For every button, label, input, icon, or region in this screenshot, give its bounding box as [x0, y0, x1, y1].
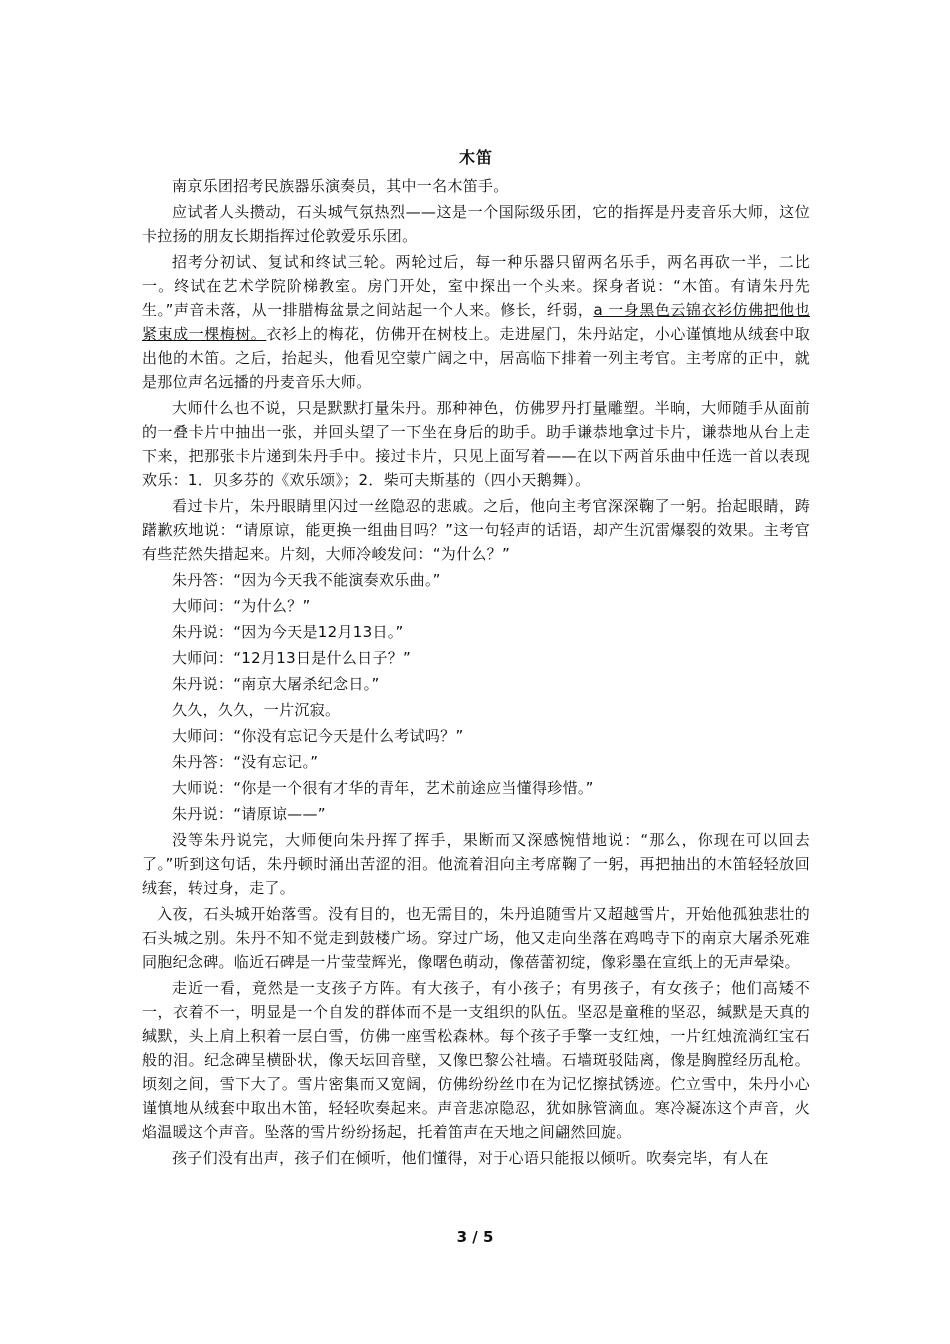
dialogue-line: 朱丹答：“因为今天我不能演奏欢乐曲。”: [172, 571, 441, 589]
paragraph: [142, 250, 810, 394]
dialogue-line: 大师问：“你没有忘记今天是什么考试吗？”: [172, 727, 464, 745]
paragraph-text: 招考分初试、复试和终试三轮。两轮过后，每一种乐器只留两名乐手，两名再砍一半，二比一。终试在艺术学院阶梯教室。房门开处，室中探出一个头来。探身者说：“木笛。有请朱丹先生。”声音未落，从一排腊梅盆景之间站起一个人来。修长，纤弱，: [142, 253, 810, 319]
article-body: [142, 146, 810, 1172]
paragraph: 孩子们没有出声，孩子们在倾听，他们懂得，对于心语只能报以倾听。吹奏完毕，有人在: [172, 1149, 769, 1167]
paragraph-text: 衣衫上的梅花，仿佛开在树枝上。走进屋门，朱丹站定，小心谨慎地从绒套中取出他的木笛。之后，抬起头，他看见空蒙广阔之中，居高临下排着一列主考官。主考席的正中，就是那位声名远播的丹麦音乐大师。: [142, 325, 810, 391]
dialogue-line: 大师说：“你是一个很有才华的青年，艺术前途应当懂得珍惜。”: [172, 779, 594, 797]
dialogue-line: 大师问：“12月13日是什么日子？”: [172, 649, 412, 667]
paragraph: 走近一看，竟然是一支孩子方阵。有大孩子，有小孩子；有男孩子，有女孩子；他们高矮不一，衣着不一，明显是一个自发的群体而不是一支组织的队伍。坚忍是童稚的坚忍，缄默是天真的缄默，头上肩上积着一层白雪，仿佛一座雪松森林。每个孩子手擎一支红烛，一片红烛流淌红宝石般的泪。纪念碑呈横卧状，像天坛回音壁，又像巴黎公社墙。石墙斑驳陆离，像是胸膛经历乱枪。顷刻之间，雪下大了。雪片密集而又宽阔，仿佛纷纷丝巾在为记忆擦拭锈迹。伫立雪中，朱丹小心谨慎地从绒套中取出木笛，轻轻吹奏起来。声音悲凉隐忍，犹如脉管滴血。寒冷凝冻这个声音，火焰温暖这个声音。坠落的雪片纷纷扬起，托着笛声在天地之间翩然回旋。: [142, 979, 810, 1141]
paragraph: 入夜，石头城开始落雪。没有目的，也无需目的，朱丹追随雪片又超越雪片，开始他孤独悲壮的石头城之别。朱丹不知不觉走到鼓楼广场。穿过广场，他又走向坐落在鸡鸣寺下的南京大屠杀死难同胞纪念碑。临近石碑是一片莹莹辉光，像曙色萌动，像蓓蕾初绽，像彩墨在宣纸上的无声晕染。: [142, 905, 810, 971]
paragraph: 应试者人头攒动，石头城气氛热烈——这是一个国际级乐团，它的指挥是丹麦音乐大师，这位卡拉扬的朋友长期指挥过伦敦爱乐乐团。: [142, 203, 810, 245]
page-number: 3 / 5: [456, 1228, 494, 1246]
dialogue-line: 朱丹答：“没有忘记。”: [172, 753, 319, 771]
article-title: 木笛: [458, 148, 493, 167]
paragraph: 南京乐团招考民族器乐演奏员，其中一名木笛手。: [172, 177, 509, 195]
dialogue-line: 大师问：“为什么？”: [172, 597, 311, 615]
dialogue-line: 朱丹说：“因为今天是12月13日。”: [172, 623, 404, 641]
underlined-phrase-a: a 一身黑色云锦衣衫仿佛把他也紧束成一棵梅树。: [142, 301, 810, 343]
dialogue-line: 朱丹说：“南京大屠杀纪念日。”: [172, 675, 380, 693]
paragraph: 大师什么也不说，只是默默打量朱丹。那种神色，仿佛罗丹打量雕塑。半晌，大师随手从面前的一叠卡片中抽出一张，并回头望了一下坐在身后的助手。助手谦恭地拿过卡片，谦恭地从台上走下来，把那张卡片递到朱丹手中。接过卡片，只见上面写着——在以下两首乐曲中任选一首以表现欢乐：1．贝多芬的《欢乐颂》；2．柴可夫斯基的（四小天鹅舞）。: [142, 399, 810, 489]
paragraph: 没等朱丹说完，大师便向朱丹挥了挥手，果断而又深感惋惜地说：“那么，你现在可以回去了。”听到这句话，朱丹顿时涌出苦涩的泪。他流着泪向主考席鞠了一躬，再把抽出的木笛轻轻放回绒套，转过身，走了。: [142, 831, 810, 897]
paragraph: 看过卡片，朱丹眼睛里闪过一丝隐忍的悲戚。之后，他向主考官深深鞠了一躬。抬起眼睛，踌躇歉疚地说：“请原谅，能更换一组曲目吗？”这一句轻声的话语，却产生沉雷爆裂的效果。主考官有些茫然失措起来。片刻，大师冷峻发问：“为什么？”: [142, 497, 810, 563]
paragraph: 久久，久久，一片沉寂。: [172, 701, 341, 719]
dialogue-line: 朱丹说：“请原谅——”: [172, 805, 326, 823]
